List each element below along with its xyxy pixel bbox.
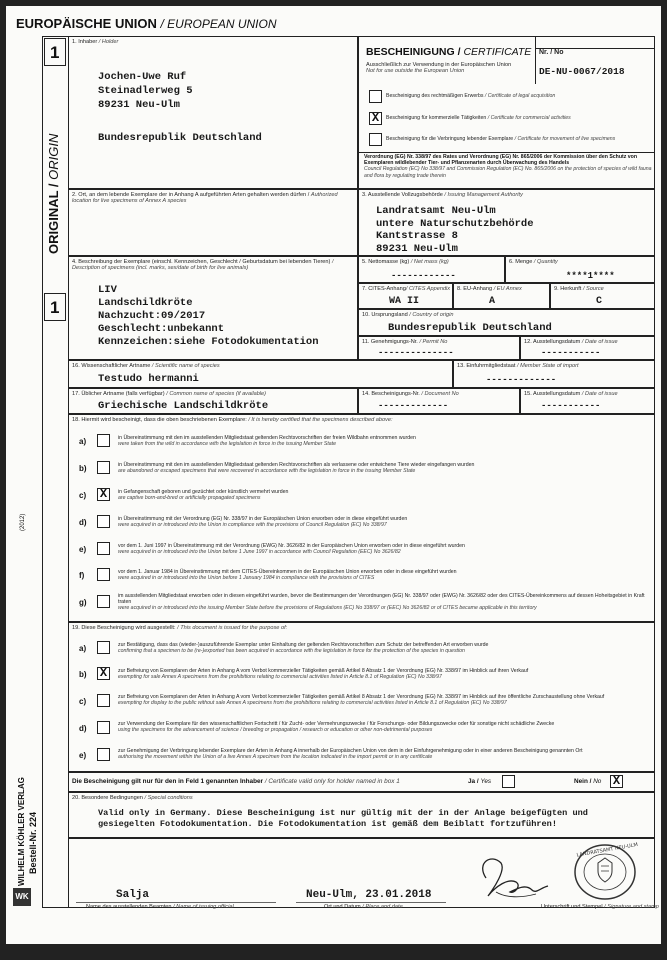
origin-checkbox-before-1997[interactable] bbox=[97, 542, 110, 555]
box8-label: 8. EU-Anhang / EU Annex bbox=[457, 286, 522, 292]
box19-label: 19. Diese Bescheinigung wird ausgestellt: / This document is issued for the purpose of: bbox=[72, 625, 288, 631]
certificate-exclusive-use: Ausschließlich zur Verwendung in der Europäischen Union Not for use outside the European Union bbox=[366, 62, 512, 75]
option-letter: d) bbox=[79, 518, 87, 527]
box12-label: 12. Ausstellungsdatum / Date of issue bbox=[524, 339, 618, 345]
origin-checkbox-pre-regulation[interactable] bbox=[97, 595, 110, 608]
box20-label: 20. Besondere Bedingungen / Special conditions bbox=[72, 795, 193, 801]
origin-checkbox-recovered[interactable] bbox=[97, 461, 110, 474]
document-no-value: ------------- bbox=[378, 401, 449, 411]
purpose-checkbox-legal-acquisition[interactable] bbox=[369, 90, 382, 103]
holder-only-yes-checkbox[interactable] bbox=[502, 775, 515, 788]
option-letter: a) bbox=[79, 437, 87, 446]
issuing-official-name: Salja bbox=[116, 889, 150, 901]
holder-country: Bundesrepublik Deutschland bbox=[98, 132, 262, 144]
regulation-line bbox=[358, 152, 655, 153]
place-date-value: Neu-Ulm, 23.01.2018 bbox=[306, 889, 432, 901]
purpose-commercial: Bescheinigung für kommerzielle Tätigkeiten / Certificate for commercial activities bbox=[386, 115, 571, 121]
option-letter: b) bbox=[79, 670, 87, 679]
origin-option-wild: in Übereinstimmung mit den im ausstellenden Mitgliedstaat geltenden Rechtsvorschriften der freien Wildbahn entnommen wurden were taken from the wild in accordance with the legislation in force in the issuing Member State bbox=[118, 435, 416, 448]
holder-only-no-label: Nein / No bbox=[574, 778, 602, 785]
box5-label: 5. Nettomasse (kg) / Net mass (kg) bbox=[362, 259, 449, 265]
origin-checkbox-captive-bred[interactable]: X bbox=[97, 488, 110, 501]
origin-checkbox-reg-338[interactable] bbox=[97, 515, 110, 528]
issue-option-science: zur Verwendung der Exemplare für den wissenschaftlichen Fortschritt / für Zucht- oder Vermehrungszwecke / für Forschungs- oder Bildungszwecke oder für sonstige nicht schädliche Zwecke using the specimens for the advancement of science / breeding or propagation / research or education or other non-detrimental purposes bbox=[118, 721, 555, 734]
issue-option-sale: zur Befreiung von Exemplaren der Arten in Anhang A vom Verbot kommerzieller Tätigkeiten gemäß Artikel 8 Absatz 1 der Verordnung (EG) Nr. 338/97 im Hinblick auf ihren Verkauf exempting for sale Annex A specimens from the prohibitions relating to commercial activities listed in Article 8.1 of Regulation (EC) No 338/97 bbox=[118, 668, 529, 681]
option-letter: e) bbox=[79, 751, 87, 760]
box3-label: 3. Ausstellende Vollzugsbehörde / Issuing Management Authority bbox=[362, 192, 523, 198]
eu-annex-value: A bbox=[489, 296, 496, 307]
net-mass-value: ------------ bbox=[391, 271, 456, 281]
option-letter: b) bbox=[79, 464, 87, 473]
issue-checkbox-reexport[interactable] bbox=[97, 641, 110, 654]
purpose-legal-acquisition: Bescheinigung des rechtmäßigen Erwerbs / Certificate of legal acquisition bbox=[386, 93, 556, 99]
nr-label: Nr. / No bbox=[539, 49, 564, 56]
holder-only-no-checkbox[interactable]: X bbox=[610, 775, 623, 788]
publisher-order: Bestell-Nr. 224 bbox=[28, 811, 38, 874]
eu-title: EUROPÄISCHE UNION / EUROPEAN UNION bbox=[16, 16, 277, 31]
document-date-value: ----------- bbox=[541, 401, 601, 411]
box2-label: 2. Ort, an dem lebende Exemplare der in Anhang A aufgeführten Arten gehalten werden dürfen / Authorized location for live specimens of Annex A species bbox=[72, 192, 338, 205]
origin-checkbox-before-1984[interactable] bbox=[97, 568, 110, 581]
box14-label: 14. Bescheinigungs-Nr. / Document No bbox=[362, 391, 459, 397]
sheet-number-box-2: 1 bbox=[44, 293, 66, 321]
official-stamp bbox=[572, 842, 638, 902]
box13-label: 13. Einfuhrmitgliedstaat / Member State of import bbox=[457, 363, 579, 369]
nr-divider bbox=[535, 36, 536, 84]
purpose-movement: Bescheinigung für die Verbringung lebender Exemplare / Certificate for movement of live specimens bbox=[386, 136, 616, 142]
official-label: Name des ausstellenden Beamten / Name of issuing official bbox=[86, 904, 234, 910]
box1-label: 1. Inhaber / Holder bbox=[72, 39, 119, 45]
original-label: ORIGINAL / ORIGIN bbox=[46, 133, 61, 254]
option-letter: a) bbox=[79, 644, 87, 653]
box7-label: 7. CITES-Anhang/ CITES Appendix bbox=[362, 286, 451, 292]
place-date-label: Ort und Datum / Place and date bbox=[324, 904, 403, 910]
origin-option-reg-338: in Übereinstimmung mit der Verordnung (EG) Nr. 338/97 in der Europäischen Union erworben oder in diese eingeführt wurden were acquired in or introduced into the Union in compliance with the provisions of Council Regulation (EC) No 338/97 bbox=[118, 516, 408, 529]
signature-label: Unterschrift und Stempel / Signature and stamp bbox=[541, 904, 659, 910]
origin-option-recovered: in Übereinstimmung mit den im ausstellenden Mitgliedstaat geltenden Rechtsvorschriften als verlassene oder entwichene Tiere wieder eingefangen wurden are abandoned or escaped specimens that were recovered in accordance with the legislation in force in the issuing Member State bbox=[118, 462, 475, 475]
option-letter: c) bbox=[79, 697, 87, 706]
option-letter: e) bbox=[79, 545, 87, 554]
box4-label: 4. Beschreibung der Exemplare (einschl. Kennzeichen, Geschlecht / Geburtsdatum bei lebenden Tieren) / Description of specimens (incl. marks, sex/date of birth for live animals) bbox=[72, 259, 334, 272]
box16-label: 16. Wissenschaftlicher Artname / Scientific name of species bbox=[72, 363, 220, 369]
purpose-checkbox-commercial[interactable]: X bbox=[369, 112, 382, 125]
box9-label: 9. Herkunft / Source bbox=[554, 286, 604, 292]
permit-no-value: -------------- bbox=[378, 348, 454, 358]
origin-checkbox-wild[interactable] bbox=[97, 434, 110, 447]
publisher-year: (2012) bbox=[20, 513, 26, 531]
official-line bbox=[76, 902, 276, 903]
publisher-logo: WK bbox=[13, 888, 31, 906]
svg-text:LANDRATSAMT NEU-ULM: LANDRATSAMT NEU-ULM bbox=[576, 842, 638, 859]
issue-option-display: zur Befreiung von Exemplaren der Arten in Anhang A vom Verbot kommerzieller Tätigkeiten gemäß Artikel 8 Absatz 1 der Verordnung (EG) Nr. 338/97 im Hinblick auf ihre öffentliche Zurschaustellung ohne Verkauf exempting for display to the public without sale Annex A specimens from the prohibitions relating to commercial activities listed in Article 8.1 of Regulation (EC) No 338/97 bbox=[118, 694, 605, 707]
scientific-name-value: Testudo hermanni bbox=[98, 373, 199, 385]
issue-checkbox-sale[interactable]: X bbox=[97, 667, 110, 680]
issue-checkbox-science[interactable] bbox=[97, 721, 110, 734]
box6-label: 6. Menge / Quantity bbox=[509, 259, 558, 265]
issue-checkbox-display[interactable] bbox=[97, 694, 110, 707]
place-date-line bbox=[296, 902, 446, 903]
holder-street: Steinadlerweg 5 bbox=[98, 85, 193, 97]
certificate-title: BESCHEINIGUNG / CERTIFICATE bbox=[366, 46, 532, 58]
box11-label: 11. Genehmigungs-Nr. / Permit No bbox=[362, 339, 448, 345]
issue-option-movement: zur Genehmigung der Verbringung lebender Exemplare der Arten in Anhang A innerhalb der Europäischen Union von dem in der Einfuhrgenehmigung oder in einer anderen Bescheinigung genannten Ort authorising the movement within the Union of a live Annex A specimen from the location indicated in the import permit or in any certificate bbox=[118, 748, 583, 761]
source-value: C bbox=[596, 296, 603, 307]
purpose-checkbox-movement[interactable] bbox=[369, 133, 382, 146]
holder-only-text: Die Bescheinigung gilt nur für den in Feld 1 genannten Inhaber / Certificate valid only for holder named in box 1 bbox=[72, 778, 400, 785]
special-conditions-text: Valid only in Germany. Diese Bescheinigung ist nur gültig mit der in der Anlage beigefügten und gesiegelten Fotodokumentation. Die Fotodokumentation ist gemäß dem Beiblatt fortzuführen! bbox=[98, 808, 588, 829]
box18-label: 18. Hiermit wird bescheinigt, dass die oben beschriebenen Exemplare: / It is hereby certified that the specimens described above: bbox=[72, 417, 393, 423]
holder-address bbox=[98, 70, 262, 145]
issue-option-reexport: zur Bestätigung, dass das (wieder-)auszuführende Exemplar unter Einhaltung der geltenden Rechtsvorschriften zum Schutz der betreffenden Art erworben wurde confirming that a specimen to be (re-)exported has been acquired in accordance with the legislation in force for the protection of the species in question bbox=[118, 642, 489, 655]
box17-label: 17. Üblicher Artname (falls verfügbar) / Common name of species (if available) bbox=[72, 391, 267, 397]
permit-date-value: ----------- bbox=[541, 348, 601, 358]
certificate-number: DE-NU-0067/2018 bbox=[539, 66, 625, 77]
holder-name: Jochen-Uwe Ruf bbox=[98, 71, 187, 83]
holder-only-yes-label: Ja / Yes bbox=[468, 778, 492, 785]
cites-appendix-value: WA II bbox=[389, 296, 420, 307]
origin-option-before-1997: vor dem 1. Juni 1997 in Übereinstimmung mit der Verordnung (EWG) Nr. 3626/82 in der Europäischen Union erworben oder in diese eingeführt wurden were acquired in or introduced into the Union before 1 June 1997 in accordance with Council Regulation (EEC) No 3626/82 bbox=[118, 543, 465, 556]
sheet-number-box: 1 bbox=[44, 38, 66, 66]
box10-label: 10. Ursprungsland / Country of origin bbox=[362, 312, 454, 318]
publisher-name: WILHELM KÖHLER VERLAG bbox=[17, 777, 26, 886]
handwritten-signature bbox=[466, 848, 556, 906]
holder-city: 89231 Neu-Ulm bbox=[98, 99, 180, 111]
country-origin-value: Bundesrepublik Deutschland bbox=[388, 322, 552, 334]
option-letter: f) bbox=[79, 571, 85, 580]
option-letter: g) bbox=[79, 598, 87, 607]
option-letter: c) bbox=[79, 491, 87, 500]
option-letter: d) bbox=[79, 724, 87, 733]
member-state-import-value: ------------- bbox=[486, 375, 557, 385]
certificate-page bbox=[6, 6, 661, 944]
quantity-value: ****1**** bbox=[566, 271, 615, 281]
regulation-text: Verordnung (EG) Nr. 338/97 des Rates und Verordnung (EG) Nr. 865/2006 der Kommission über den Schutz von Exemplaren wildlebender Tier- und Pflanzenarten durch Überwachung des Handels Council Regulation (EC) No 338/97 and Commission Regulation (EC) No. 865/2006 on the protection of species of wild fauna and flora by regulating trade therein bbox=[364, 154, 652, 179]
origin-option-before-1984: vor dem 1. Januar 1984 in Übereinstimmung mit dem CITES-Übereinkommen in der Europäischen Union erworben oder in diese eingeführt wurden were acquired in or introduced into the Union before 1 January 1984 in compliance with the provisions of CITES bbox=[118, 569, 457, 582]
issuing-authority-address: Landratsamt Neu-Ulm untere Naturschutzbehörde Kantstrasse 8 89231 Neu-Ulm bbox=[376, 205, 534, 255]
origin-option-pre-regulation: im ausstellenden Mitgliedstaat erworben oder in diesen eingeführt wurden, bevor die Bestimmungen der Verordnungen (EG) Nr. 338/97 oder (EWG) Nr. 3626/82 oder des CITES-Übereinkommens auf dessen Hoheitsgebiet in Kraft traten were acquired in or introduced into the issuing Member State before the provisions of Regulations (EC) No 338/97 or (EEC) No 3626/82 or of CITES became applicable in this territory bbox=[118, 593, 645, 612]
origin-option-captive-bred: in Gefangenschaft geboren und gezüchtet oder künstlich vermehrt wurden are captive born-and-bred or artificially propagated specimens bbox=[118, 489, 289, 502]
box15-label: 15. Ausstellungsdatum / Date of issue bbox=[524, 391, 618, 397]
common-name-value: Griechische Landschildkröte bbox=[98, 400, 269, 412]
specimen-description: LIV Landschildkröte Nachzucht:09/2017 Geschlecht:unbekannt Kennzeichen:siehe Fotodokumentation bbox=[98, 284, 319, 348]
issue-checkbox-movement[interactable] bbox=[97, 748, 110, 761]
